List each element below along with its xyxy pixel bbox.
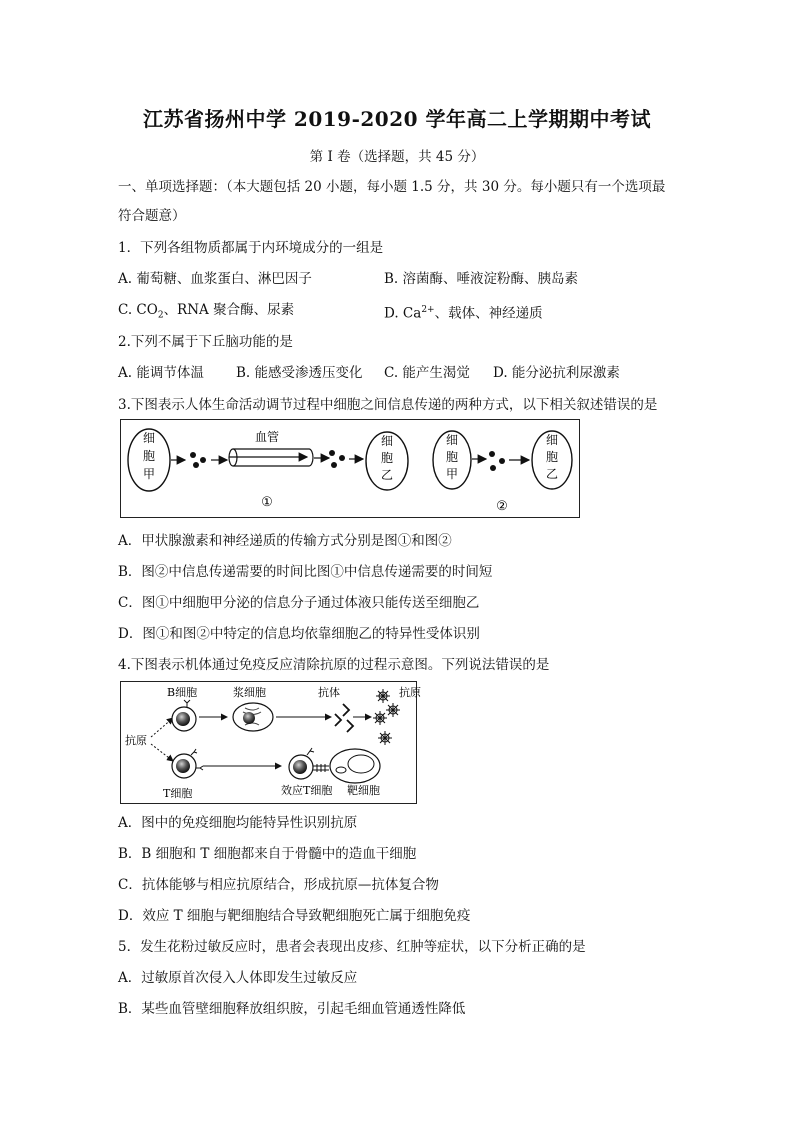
q3-diagram [121, 420, 579, 517]
q1-option-c-pre: C. CO [118, 302, 158, 318]
antigen-right-label: 抗原 [399, 686, 421, 699]
t-cell-receptor-top [191, 749, 197, 755]
cell-yi-2-c2: 胞 [545, 450, 559, 464]
cell-jia-2-c3: 甲 [445, 467, 459, 481]
dashed-arrow-down [151, 744, 173, 761]
molecule [331, 462, 337, 468]
plasma-cell-nucleus [243, 712, 255, 724]
target-cell-label: 靶细胞 [347, 784, 380, 797]
cell-jia-1-c1: 细 [142, 431, 156, 445]
cell-jia-2-c2: 胞 [445, 450, 459, 464]
effector-t-nucleus [293, 760, 307, 774]
plasma-cell-label: 浆细胞 [233, 686, 266, 699]
effector-t-receptor [307, 748, 314, 755]
t-cell-receptor-side [196, 766, 203, 770]
effector-t-label: 效应T细胞 [281, 784, 333, 797]
q1-option-c-sub: 2 [157, 310, 164, 321]
q2-option-a: A. 能调节体温 [118, 365, 204, 381]
cell-jia-1-c2: 胞 [142, 449, 156, 463]
q5-option-a: A．过敏原首次侵入人体即发生过敏反应 [118, 970, 358, 986]
dashed-arrow-up [151, 718, 173, 737]
q4-stem: 4.下图表示机体通过免疫反应清除抗原的过程示意图。下列说法错误的是 [118, 657, 550, 673]
cell-binding-link [313, 764, 329, 772]
t-cell-nucleus [176, 759, 190, 773]
molecule [190, 452, 196, 458]
molecule [193, 462, 199, 468]
cell-jia-1-c3: 甲 [142, 467, 156, 481]
q3-figure [120, 419, 580, 518]
q3-option-c: C．图①中细胞甲分泌的信息分子通过体液只能传送至细胞乙 [118, 595, 480, 611]
cell-yi-1-c3: 乙 [380, 468, 394, 482]
section-instructions-line2: 符合题意） [118, 208, 186, 224]
q4-figure [120, 681, 421, 804]
q3-stem: 3.下图表示人体生命活动调节过程中细胞之间信息传递的两种方式，以下相关叙述错误的是 [118, 397, 658, 413]
molecule [200, 457, 206, 463]
q2-option-d: D. 能分泌抗利尿激素 [493, 365, 620, 381]
q5-option-b: B．某些血管壁细胞释放组织胺，引起毛细血管通透性降低 [118, 1001, 466, 1017]
molecule [329, 450, 335, 456]
antibody-3 [347, 720, 353, 732]
q1-option-d [384, 301, 543, 323]
q5-stem: 5．发生花粉过敏反应时，患者会表现出皮疹、红肿等症状，以下分析正确的是 [118, 939, 586, 955]
q1-option-b: B. 溶菌酶、唾液淀粉酶、胰岛素 [384, 271, 579, 287]
q2-stem: 2.下列不属于下丘脑功能的是 [118, 334, 293, 350]
panel-2-label: ② [496, 499, 508, 514]
q4-option-d: D．效应 T 细胞与靶细胞结合导致靶细胞死亡属于细胞免疫 [118, 908, 471, 924]
vessel-label: 血管 [254, 430, 280, 444]
q2-option-c: C. 能产生渴觉 [384, 365, 470, 381]
antigen-2 [386, 703, 400, 717]
q1-option-d-post: 、载体、神经递质 [434, 305, 543, 322]
section-subtitle: 第 I 卷（选择题，共 45 分） [309, 149, 485, 165]
molecule [489, 451, 495, 457]
b-cell-nucleus [176, 712, 190, 726]
q4-option-b: B．B 细胞和 T 细胞都来自于骨髓中的造血干细胞 [118, 846, 417, 862]
molecule [490, 465, 496, 471]
antibody-1 [343, 704, 349, 716]
b-cell-label: B细胞 [167, 686, 198, 699]
cell-yi-1-c1: 细 [380, 434, 394, 448]
antibody-label: 抗体 [318, 686, 340, 699]
t-cell-label: T细胞 [163, 787, 193, 800]
cell-yi-2-c3: 乙 [545, 467, 559, 481]
q1-option-c-post: 、RNA 聚合酶、尿素 [163, 302, 295, 318]
antigen-left-label: 抗原 [125, 734, 147, 747]
cell-yi-2-c1: 细 [545, 433, 559, 447]
q2-option-b: B. 能感受渗透压变化 [236, 365, 363, 381]
b-cell-receptor [184, 700, 190, 707]
panel-1-label: ① [261, 495, 273, 510]
q4-option-c: C．抗体能够与相应抗原结合，形成抗原—抗体复合物 [118, 877, 439, 893]
q1-option-d-pre: D. Ca [384, 305, 422, 322]
section-instructions-line1: 一、单项选择题：（本大题包括 20 小题，每小题 1.5 分，共 30 分。每小题只有一个选项最 [118, 179, 666, 195]
q4-option-a: A．图中的免疫细胞均能特异性识别抗原 [118, 815, 358, 831]
q1-stem: 1．下列各组物质都属于内环境成分的一组是 [118, 240, 384, 256]
molecule [499, 458, 505, 464]
antibody-2 [335, 714, 341, 726]
q1-option-a: A. 葡萄糖、血浆蛋白、淋巴因子 [118, 271, 312, 287]
antigen-4 [378, 731, 392, 745]
q1-option-d-sup: 2+ [421, 305, 435, 315]
q3-option-b: B．图②中信息传递需要的时间比图①中信息传递需要的时间短 [118, 564, 493, 580]
q1-option-c [118, 301, 294, 325]
q3-option-d: D．图①和图②中特定的信息均依靠细胞乙的特异性受体识别 [118, 626, 480, 642]
cell-yi-1-c2: 胞 [380, 451, 394, 465]
antigen-3 [373, 711, 387, 725]
cell-jia-2-c1: 细 [445, 433, 459, 447]
exam-title: 江苏省扬州中学 2019-2020 学年高二上学期期中考试 [142, 107, 652, 131]
antigen-1 [376, 689, 390, 703]
q3-option-a: A．甲状腺激素和神经递质的传输方式分别是图①和图② [118, 533, 452, 549]
q4-diagram [121, 682, 421, 803]
target-cell-vacuole [348, 755, 374, 773]
molecule [339, 455, 345, 461]
